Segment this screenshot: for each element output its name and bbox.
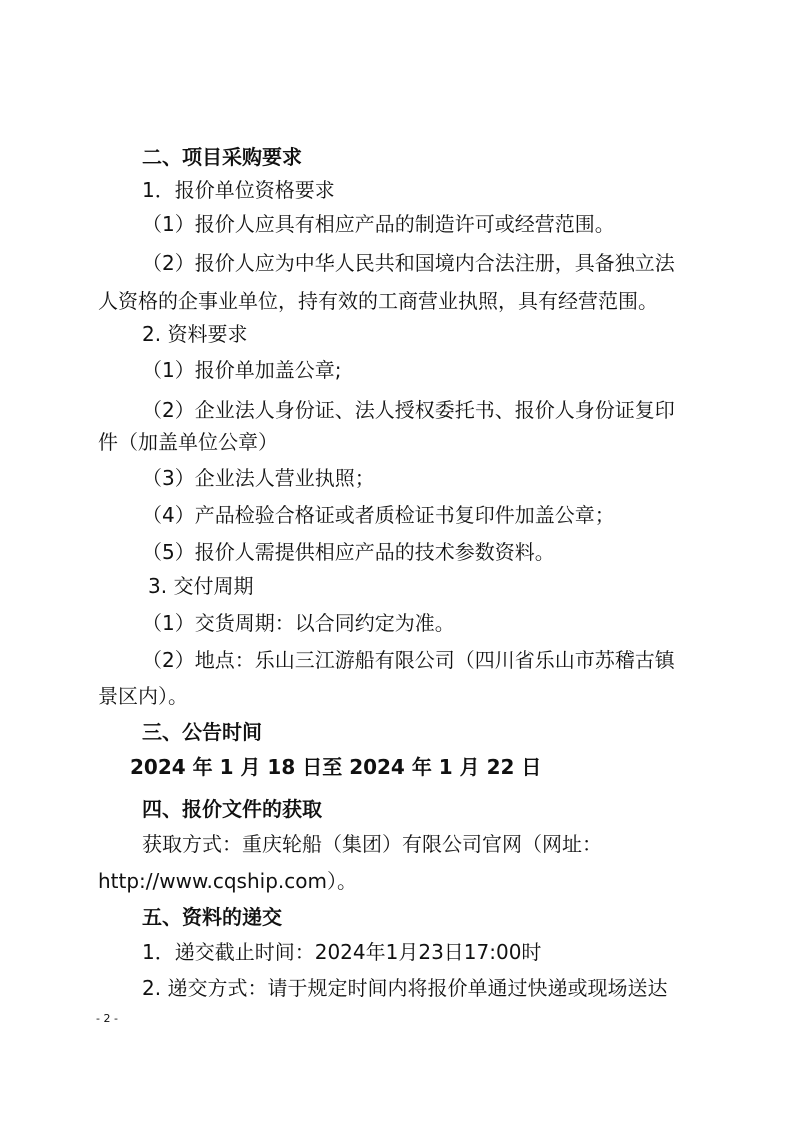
website-url: http://www.cqship.com）。 <box>98 869 357 893</box>
subsection-heading-1: 1．报价单位资格要求 <box>142 178 335 202</box>
paragraph-line: （1）交货周期：以合同约定为准。 <box>142 611 455 635</box>
paragraph-line: （4）产品检验合格证或者质检证书复印件加盖公章； <box>142 503 615 527</box>
paragraph-line: （5）报价人需提供相应产品的技术参数资料。 <box>142 540 555 564</box>
paragraph-line: （2）企业法人身份证、法人授权委托书、报价人身份证复印 <box>142 398 675 422</box>
announcement-period: 2024 年 1 月 18 日至 2024 年 1 月 22 日 <box>130 755 542 779</box>
paragraph-line: （1）报价单加盖公章; <box>142 358 342 382</box>
paragraph-line: 获取方式：重庆轮船（集团）有限公司官网（网址： <box>142 832 602 856</box>
paragraph-line: 1．递交截止时间：2024年1月23日17:00时 <box>142 940 542 964</box>
paragraph-line: （2）地点：乐山三江游船有限公司（四川省乐山市苏稽古镇 <box>142 648 675 672</box>
paragraph-line: （2）报价人应为中华人民共和国境内合法注册，具备独立法 <box>142 251 675 275</box>
paragraph-line: 2. 递交方式：请于规定时间内将报价单通过快递或现场送达 <box>142 976 668 1000</box>
paragraph-line: （3）企业法人营业执照； <box>142 466 375 490</box>
page-number: - 2 - <box>96 1012 118 1025</box>
section-heading-4: 四、报价文件的获取 <box>142 797 322 821</box>
section-heading-5: 五、资料的递交 <box>142 905 282 929</box>
section-heading-2: 二、项目采购要求 <box>142 145 302 169</box>
subsection-heading-2: 2. 资料要求 <box>142 322 248 346</box>
section-heading-3: 三、公告时间 <box>142 720 262 744</box>
paragraph-line: （1）报价人应具有相应产品的制造许可或经营范围。 <box>142 212 615 236</box>
paragraph-line: 人资格的企事业单位，持有效的工商营业执照，具有经营范围。 <box>98 289 658 313</box>
subsection-heading-3: 3. 交付周期 <box>148 574 254 598</box>
paragraph-line: 件（加盖单位公章） <box>98 430 278 454</box>
paragraph-line: 景区内）。 <box>98 684 188 708</box>
